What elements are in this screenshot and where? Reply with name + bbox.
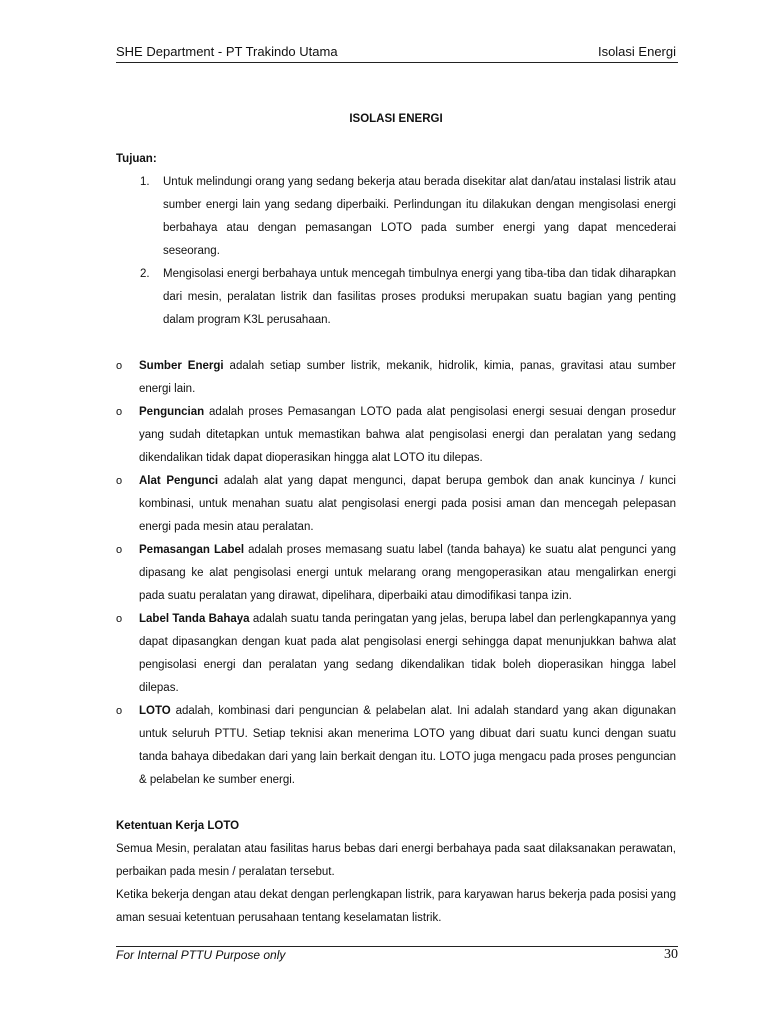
header-section-title: Isolasi Energi <box>597 44 676 59</box>
definition-term: LOTO <box>139 705 171 717</box>
definition-item <box>116 355 676 401</box>
definitions-list <box>116 355 676 792</box>
bullet-marker: o <box>116 613 123 625</box>
definition-text: adalah proses Pemasangan LOTO pada alat pengisolasi energi sesuai dengan prosedur yang sudah ditetapkan untuk memastikan bahwa alat pengisolasi energi dan peralatan yang sedang dikendalikan tidak dapat dioperasikan hingga alat LOTO itu dilepas. <box>139 406 676 464</box>
page-content <box>116 108 676 930</box>
section-spacer <box>116 332 676 355</box>
tujuan-heading: Tujuan: <box>116 153 157 165</box>
tujuan-item-number: 1. <box>140 176 150 188</box>
tujuan-item-number: 2. <box>140 268 150 280</box>
definition-term: Label Tanda Bahaya <box>139 613 250 625</box>
tujuan-list <box>116 171 676 332</box>
definition-item <box>116 700 676 792</box>
definition-item <box>116 539 676 608</box>
definition-text: adalah, kombinasi dari penguncian & pelabelan alat. Ini adalah standard yang akan digunakan untuk seluruh PTTU. Setiap teknisi akan menerima LOTO yang dibuat dari suatu kunci dengan suatu tanda bahaya dibedakan dari yang lain berkait dengan itu. LOTO juga mengacu pada proses penguncian & pelabelan ke sumber energi. <box>139 705 676 786</box>
bullet-marker: o <box>116 360 123 372</box>
definition-item <box>116 401 676 470</box>
definition-text: adalah setiap sumber listrik, mekanik, hidrolik, kimia, panas, gravitasi atau sumber energi lain. <box>139 360 676 395</box>
page-title: ISOLASI ENERGI <box>349 113 443 125</box>
bullet-marker: o <box>116 475 123 487</box>
definition-term: Alat Pengunci <box>139 475 219 487</box>
ketentuan-paragraph: Semua Mesin, peralatan atau fasilitas harus bebas dari energi berbahaya pada saat dilaksanakan perawatan, perbaikan pada mesin / peralatan tersebut. <box>116 843 676 878</box>
tujuan-item <box>116 263 676 332</box>
bullet-marker: o <box>116 544 123 556</box>
definition-term: Penguncian <box>139 406 205 418</box>
header-department: SHE Department - PT Trakindo Utama <box>116 44 338 59</box>
definition-item <box>116 470 676 539</box>
definition-term: Pemasangan Label <box>139 544 245 556</box>
bullet-marker: o <box>116 705 123 717</box>
tujuan-item-text: Untuk melindungi orang yang sedang bekerja atau berada disekitar alat dan/atau instalasi listrik atau sumber energi lain yang sedang diperbaiki. Perlindungan itu dilakukan dengan mengisolasi energi berbahaya atau dengan pemasangan LOTO pada sumber energi yang dapat mencederai seseorang. <box>163 176 676 257</box>
page-number: 30 <box>664 947 678 962</box>
definition-item <box>116 608 676 700</box>
section-spacer <box>116 792 676 815</box>
definition-text: adalah proses memasang suatu label (tanda bahaya) ke suatu alat pengunci yang dipasang ke alat pengisolasi energi untuk melarang orang mengoperasikan atau mengalirkan energi pada suatu peralatan yang dirawat, dipelihara, diperbaiki atau dimodifikasi tanpa izin. <box>139 544 677 602</box>
ketentuan-paragraph: Ketika bekerja dengan atau dekat dengan perlengkapan listrik, para karyawan harus bekerja pada posisi yang aman sesuai ketentuan perusahaan tentang keselamatan listrik. <box>116 889 676 924</box>
definition-term: Sumber Energi <box>139 360 224 372</box>
page-header <box>116 42 678 63</box>
tujuan-item-text: Mengisolasi energi berbahaya untuk mencegah timbulnya energi yang tiba-tiba dan tidak diharapkan dari mesin, peralatan listrik dan fasilitas proses produksi merupakan suatu bagian yang penting dalam program K3L perusahaan. <box>163 268 676 326</box>
ketentuan-heading: Ketentuan Kerja LOTO <box>116 820 240 832</box>
footer-note: For Internal PTTU Purpose only <box>116 948 286 962</box>
definition-text: adalah alat yang dapat mengunci, dapat berupa gembok dan anak kuncinya / kunci kombinasi, untuk menahan suatu alat pengisolasi energi pada posisi aman dan mencegah pelepasan energi pada mesin atau peralatan. <box>139 475 676 533</box>
definition-text: adalah suatu tanda peringatan yang jelas, berupa label dan perlengkapannya yang dapat dipasangkan dengan kuat pada alat pengisolasi energi sehingga dapat menunjukkan bahwa alat pengisolasi energi dan peralatan yang sedang dikendalikan tidak boleh dioperasikan hingga label dilepas. <box>139 613 676 694</box>
footer-divider <box>116 946 678 947</box>
bullet-marker: o <box>116 406 123 418</box>
tujuan-item <box>116 171 676 263</box>
